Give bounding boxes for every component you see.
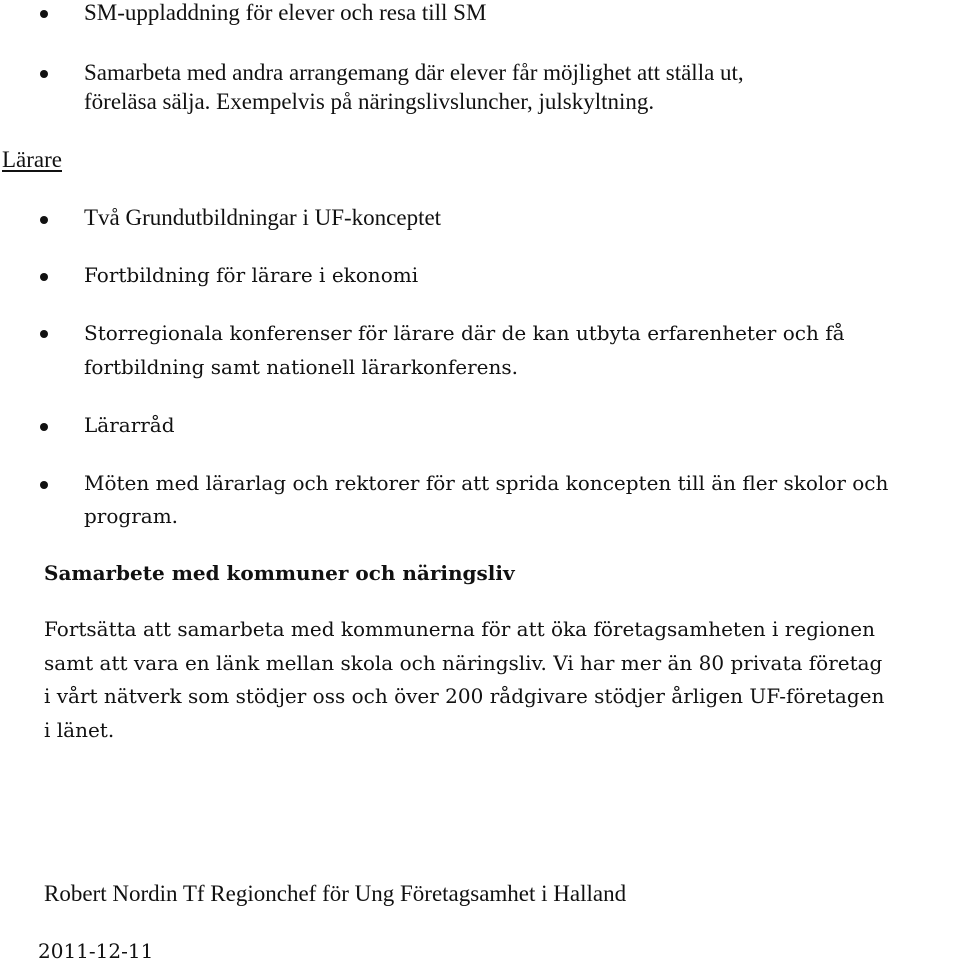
bullet <box>40 273 48 281</box>
list-item: Möten med lärarlag och rektorer för att sprida koncepten till än fler skolor och <box>84 471 889 495</box>
list-item: SM-uppladdning för elever och resa till SM <box>84 0 487 25</box>
paragraph-line: samt att vara en länk mellan skola och näringsliv. Vi har mer än 80 privata företag <box>44 651 883 675</box>
list-item: Storregionala konferenser för lärare där de kan utbyta erfarenheter och få <box>84 321 845 345</box>
paragraph-line: i länet. <box>44 718 115 742</box>
date: 2011-12-11 <box>38 939 154 963</box>
list-item: Fortbildning för lärare i ekonomi <box>84 263 419 287</box>
list-item: Två Grundutbildningar i UF-konceptet <box>84 205 442 230</box>
bullet <box>40 330 48 338</box>
list-item: Lärarråd <box>84 413 175 437</box>
section-heading-samarbete: Samarbete med kommuner och näringsliv <box>44 561 515 585</box>
list-item-continuation: föreläsa sälja. Exempelvis på näringslivsluncher, julskyltning. <box>84 89 655 114</box>
section-heading-larare: Lärare <box>2 147 62 172</box>
bullet <box>40 423 48 431</box>
bullet <box>40 216 48 224</box>
signature: Robert Nordin Tf Regionchef för Ung Företagsamhet i Halland <box>44 881 627 906</box>
bullet <box>40 10 48 18</box>
list-item-continuation: program. <box>84 504 179 528</box>
list-item-continuation: fortbildning samt nationell lärarkonferens. <box>84 355 518 379</box>
bullet <box>40 70 48 78</box>
paragraph-line: Fortsätta att samarbeta med kommunerna för att öka företagsamheten i regionen <box>44 617 876 641</box>
paragraph-line: i vårt nätverk som stödjer oss och över 200 rådgivare stödjer årligen UF-företagen <box>44 684 885 708</box>
bullet <box>40 481 48 489</box>
list-item: Samarbeta med andra arrangemang där elever får möjlighet att ställa ut, <box>84 60 744 85</box>
